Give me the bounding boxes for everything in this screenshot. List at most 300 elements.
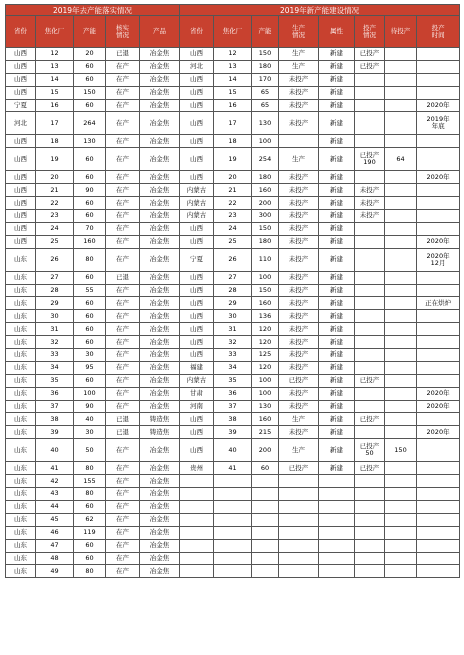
right-cell: 100 [252,387,279,400]
right-cell [180,526,214,539]
left-cell: 在产 [106,488,140,501]
right-cell [355,565,385,578]
left-cell: 山东 [6,552,36,565]
left-cell: 冶金焦 [140,184,180,197]
right-cell: 生产 [279,48,319,61]
left-cell: 山东 [6,475,36,488]
right-cell [214,552,252,565]
right-cell [355,271,385,284]
right-cell: 未投产 [279,310,319,323]
right-cell [385,323,417,336]
right-cell [385,210,417,223]
right-cell [417,475,460,488]
table-row [6,271,460,284]
right-cell: 33 [214,349,252,362]
right-cell: 新建 [319,413,355,426]
left-cell: 41 [36,462,74,475]
left-cell: 在产 [106,552,140,565]
right-cell [385,400,417,413]
right-cell: 27 [214,271,252,284]
right-cell: 未投产 [279,387,319,400]
right-cell [279,500,319,513]
right-cell: 河南 [180,400,214,413]
right-cell: 未投产 [279,284,319,297]
left-cell: 60 [74,310,106,323]
left-cell: 在产 [106,475,140,488]
right-cell: 160 [252,297,279,310]
right-cell [417,210,460,223]
right-cell: 30 [214,310,252,323]
right-cell: 未投产 [355,210,385,223]
right-cell [252,552,279,565]
left-cell: 已退 [106,426,140,439]
right-cell [417,86,460,99]
right-cell: 新建 [319,462,355,475]
right-cell [355,552,385,565]
right-cell [385,184,417,197]
right-cell: 2020年 [417,387,460,400]
table-row [6,336,460,349]
right-cell: 已投产 190 [355,148,385,171]
left-cell: 已退 [106,48,140,61]
left-cell: 山东 [6,413,36,426]
right-cell: 未投产 [279,271,319,284]
table-row [6,462,460,475]
right-cell: 已投产 [355,413,385,426]
left-cell: 90 [74,400,106,413]
right-cell [385,171,417,184]
left-cell: 山西 [6,48,36,61]
left-cell: 42 [36,475,74,488]
right-cell: 150 [252,222,279,235]
right-cell: 新建 [319,222,355,235]
right-cell: 120 [252,361,279,374]
right-cell: 山西 [180,349,214,362]
left-cell: 27 [36,271,74,284]
table-row [6,171,460,184]
right-cell: 17 [214,112,252,135]
right-cell [385,539,417,552]
right-cell [385,500,417,513]
right-cell: 130 [252,112,279,135]
right-cell: 山西 [180,271,214,284]
right-cell: 新建 [319,73,355,86]
table-row [6,48,460,61]
left-cell: 山东 [6,310,36,323]
right-cell [385,99,417,112]
table-row [6,148,460,171]
right-cell [417,271,460,284]
right-cell: 2020年 [417,400,460,413]
left-cell: 在产 [106,361,140,374]
right-cell [252,500,279,513]
left-cell: 20 [36,171,74,184]
left-cell: 在产 [106,235,140,248]
table-row [6,73,460,86]
right-cell: 100 [252,374,279,387]
left-cell: 河北 [6,112,36,135]
right-header-cell: 投产 情况 [355,16,385,48]
left-cell: 24 [36,222,74,235]
right-cell [279,513,319,526]
right-cell [385,513,417,526]
right-cell [385,86,417,99]
right-cell [355,297,385,310]
right-cell: 2020年 [417,99,460,112]
right-cell: 16 [214,99,252,112]
table-row [6,197,460,210]
right-cell: 24 [214,222,252,235]
right-cell [355,426,385,439]
right-cell: 32 [214,336,252,349]
right-cell: 未投产 [279,73,319,86]
right-cell [385,197,417,210]
right-cell: 新建 [319,374,355,387]
right-cell: 254 [252,148,279,171]
left-cell: 60 [74,99,106,112]
right-cell: 山西 [180,48,214,61]
left-cell: 冶金焦 [140,284,180,297]
right-cell [279,488,319,501]
right-cell: 新建 [319,284,355,297]
left-cell: 16 [36,99,74,112]
right-cell: 山西 [180,148,214,171]
left-cell: 冶金焦 [140,565,180,578]
left-header-cell: 产能 [74,16,106,48]
left-cell: 在产 [106,112,140,135]
right-cell: 12 [214,48,252,61]
right-cell [385,387,417,400]
table-row [6,99,460,112]
right-cell [252,526,279,539]
left-cell: 60 [74,552,106,565]
left-cell: 20 [74,48,106,61]
right-table-title: 2019年新产能建设情况 [180,5,460,16]
left-cell: 80 [74,488,106,501]
right-cell: 150 [252,48,279,61]
table-row [6,374,460,387]
right-cell [417,565,460,578]
right-cell [252,539,279,552]
right-header-cell: 属性 [319,16,355,48]
table-row [6,539,460,552]
right-cell [385,310,417,323]
left-cell: 60 [74,374,106,387]
right-cell [214,475,252,488]
left-cell: 冶金焦 [140,488,180,501]
right-cell [214,488,252,501]
right-cell [417,222,460,235]
left-table-title: 2019年去产能落实情况 [6,5,180,16]
right-cell [214,526,252,539]
right-header-cell: 焦化厂 [214,16,252,48]
left-cell: 山东 [6,526,36,539]
left-cell: 62 [74,513,106,526]
left-cell: 山东 [6,374,36,387]
right-cell [417,284,460,297]
right-cell: 35 [214,374,252,387]
left-cell: 44 [36,500,74,513]
right-cell [214,565,252,578]
left-cell: 15 [36,86,74,99]
right-cell: 贵州 [180,462,214,475]
right-cell: 110 [252,248,279,271]
right-cell [417,526,460,539]
right-cell: 36 [214,387,252,400]
right-cell [385,374,417,387]
right-cell [385,60,417,73]
right-cell: 山西 [180,426,214,439]
right-cell: 山西 [180,86,214,99]
right-cell: 64 [385,148,417,171]
table-body [6,48,460,578]
right-cell [385,349,417,362]
right-cell: 14 [214,73,252,86]
right-cell [252,488,279,501]
right-cell [385,73,417,86]
left-cell: 山东 [6,426,36,439]
left-cell: 山东 [6,336,36,349]
capacity-table [5,4,460,578]
table-row [6,349,460,362]
right-cell [180,513,214,526]
left-cell: 山东 [6,488,36,501]
right-cell [385,565,417,578]
left-cell: 264 [74,112,106,135]
right-cell: 新建 [319,135,355,148]
left-cell: 冶金焦 [140,387,180,400]
right-header-cell: 省份 [180,16,214,48]
right-cell: 已投产 [355,48,385,61]
left-cell: 60 [74,148,106,171]
left-cell: 12 [36,48,74,61]
right-cell: 28 [214,284,252,297]
right-cell [385,488,417,501]
left-cell: 已退 [106,271,140,284]
left-cell: 冶金焦 [140,400,180,413]
right-cell [252,565,279,578]
right-cell: 新建 [319,99,355,112]
left-cell: 33 [36,349,74,362]
left-cell: 在产 [106,73,140,86]
right-cell [417,73,460,86]
right-cell: 生产 [279,148,319,171]
right-cell [214,513,252,526]
table-row [6,323,460,336]
left-cell: 在产 [106,539,140,552]
left-cell: 在产 [106,284,140,297]
right-cell [417,197,460,210]
right-cell: 山西 [180,336,214,349]
left-cell: 冶金焦 [140,248,180,271]
left-cell: 25 [36,235,74,248]
left-cell: 冶金焦 [140,171,180,184]
right-cell: 20 [214,171,252,184]
right-cell: 新建 [319,184,355,197]
left-cell: 在产 [106,374,140,387]
left-cell: 山东 [6,323,36,336]
left-cell: 冶金焦 [140,197,180,210]
right-cell: 正在烘炉 [417,297,460,310]
right-cell: 已投产 [355,374,385,387]
table-row [6,184,460,197]
right-cell [355,222,385,235]
right-cell: 未投产 [355,184,385,197]
left-cell: 山东 [6,349,36,362]
right-cell: 23 [214,210,252,223]
left-cell: 冶金焦 [140,539,180,552]
right-cell: 19 [214,148,252,171]
right-cell: 65 [252,86,279,99]
right-cell: 31 [214,323,252,336]
right-cell: 未投产 [279,336,319,349]
left-cell: 在产 [106,86,140,99]
left-cell: 山西 [6,148,36,171]
left-cell: 40 [36,439,74,462]
table-row [6,310,460,323]
right-cell [355,400,385,413]
left-cell: 在产 [106,99,140,112]
left-cell: 冶金焦 [140,349,180,362]
right-cell: 已投产 50 [355,439,385,462]
left-cell: 山东 [6,500,36,513]
left-cell: 22 [36,197,74,210]
left-cell: 冶金焦 [140,60,180,73]
right-cell: 37 [214,400,252,413]
right-cell: 13 [214,60,252,73]
right-cell: 山西 [180,73,214,86]
right-cell: 150 [252,284,279,297]
left-cell: 49 [36,565,74,578]
left-cell: 14 [36,73,74,86]
left-cell: 30 [74,426,106,439]
right-header-cell: 产能 [252,16,279,48]
right-cell: 200 [252,197,279,210]
right-cell: 新建 [319,210,355,223]
right-cell: 136 [252,310,279,323]
right-cell [319,565,355,578]
left-cell: 在产 [106,526,140,539]
left-cell: 山东 [6,297,36,310]
left-cell: 山西 [6,73,36,86]
left-cell: 60 [74,197,106,210]
right-cell [180,565,214,578]
right-cell: 41 [214,462,252,475]
right-cell: 39 [214,426,252,439]
left-cell: 48 [36,552,74,565]
right-cell [355,112,385,135]
right-cell: 宁夏 [180,248,214,271]
table-row [6,248,460,271]
right-cell [417,361,460,374]
right-cell [385,552,417,565]
left-cell: 山东 [6,462,36,475]
right-cell: 新建 [319,48,355,61]
left-cell: 冶金焦 [140,439,180,462]
right-cell [279,539,319,552]
left-cell: 山西 [6,86,36,99]
right-cell [319,539,355,552]
right-cell [252,475,279,488]
right-cell: 未投产 [279,171,319,184]
left-cell: 35 [36,374,74,387]
right-cell: 山西 [180,171,214,184]
left-cell: 在产 [106,439,140,462]
right-cell: 未投产 [279,297,319,310]
right-cell [417,513,460,526]
right-header-cell: 待投产 [385,16,417,48]
left-cell: 40 [74,413,106,426]
table-row [6,500,460,513]
right-cell [385,284,417,297]
left-cell: 在产 [106,210,140,223]
right-cell [417,500,460,513]
right-cell [279,135,319,148]
right-cell: 未投产 [279,361,319,374]
right-cell [279,475,319,488]
right-cell: 2020年 [417,426,460,439]
left-cell: 18 [36,135,74,148]
right-cell [214,539,252,552]
right-cell: 21 [214,184,252,197]
left-cell: 13 [36,60,74,73]
left-cell: 冶金焦 [140,336,180,349]
left-cell: 在产 [106,135,140,148]
left-cell: 山西 [6,60,36,73]
left-cell: 冶金焦 [140,210,180,223]
right-cell: 2020年 [417,235,460,248]
left-cell: 在产 [106,336,140,349]
right-cell: 新建 [319,336,355,349]
table-row [6,413,460,426]
left-cell: 冶金焦 [140,222,180,235]
left-cell: 80 [74,248,106,271]
left-cell: 45 [36,513,74,526]
right-cell [355,135,385,148]
right-cell: 山西 [180,439,214,462]
right-cell: 内蒙古 [180,374,214,387]
right-cell [385,426,417,439]
left-cell: 冶金焦 [140,135,180,148]
right-cell: 180 [252,235,279,248]
right-cell [417,336,460,349]
right-cell [214,500,252,513]
left-cell: 31 [36,323,74,336]
right-cell: 29 [214,297,252,310]
left-cell: 150 [74,86,106,99]
right-cell [180,475,214,488]
right-cell: 120 [252,323,279,336]
right-cell [385,112,417,135]
left-cell: 山东 [6,284,36,297]
right-cell [355,361,385,374]
right-cell [417,413,460,426]
left-cell: 冶金焦 [140,310,180,323]
right-cell: 新建 [319,197,355,210]
right-cell [319,513,355,526]
header-row [6,16,460,48]
left-cell: 60 [74,336,106,349]
right-cell [385,297,417,310]
right-cell [417,349,460,362]
left-cell: 60 [74,73,106,86]
left-cell: 冶金焦 [140,73,180,86]
left-cell: 90 [74,184,106,197]
right-cell: 2020年 12月 [417,248,460,271]
right-cell: 山西 [180,135,214,148]
right-cell [355,500,385,513]
left-cell: 冶金焦 [140,513,180,526]
